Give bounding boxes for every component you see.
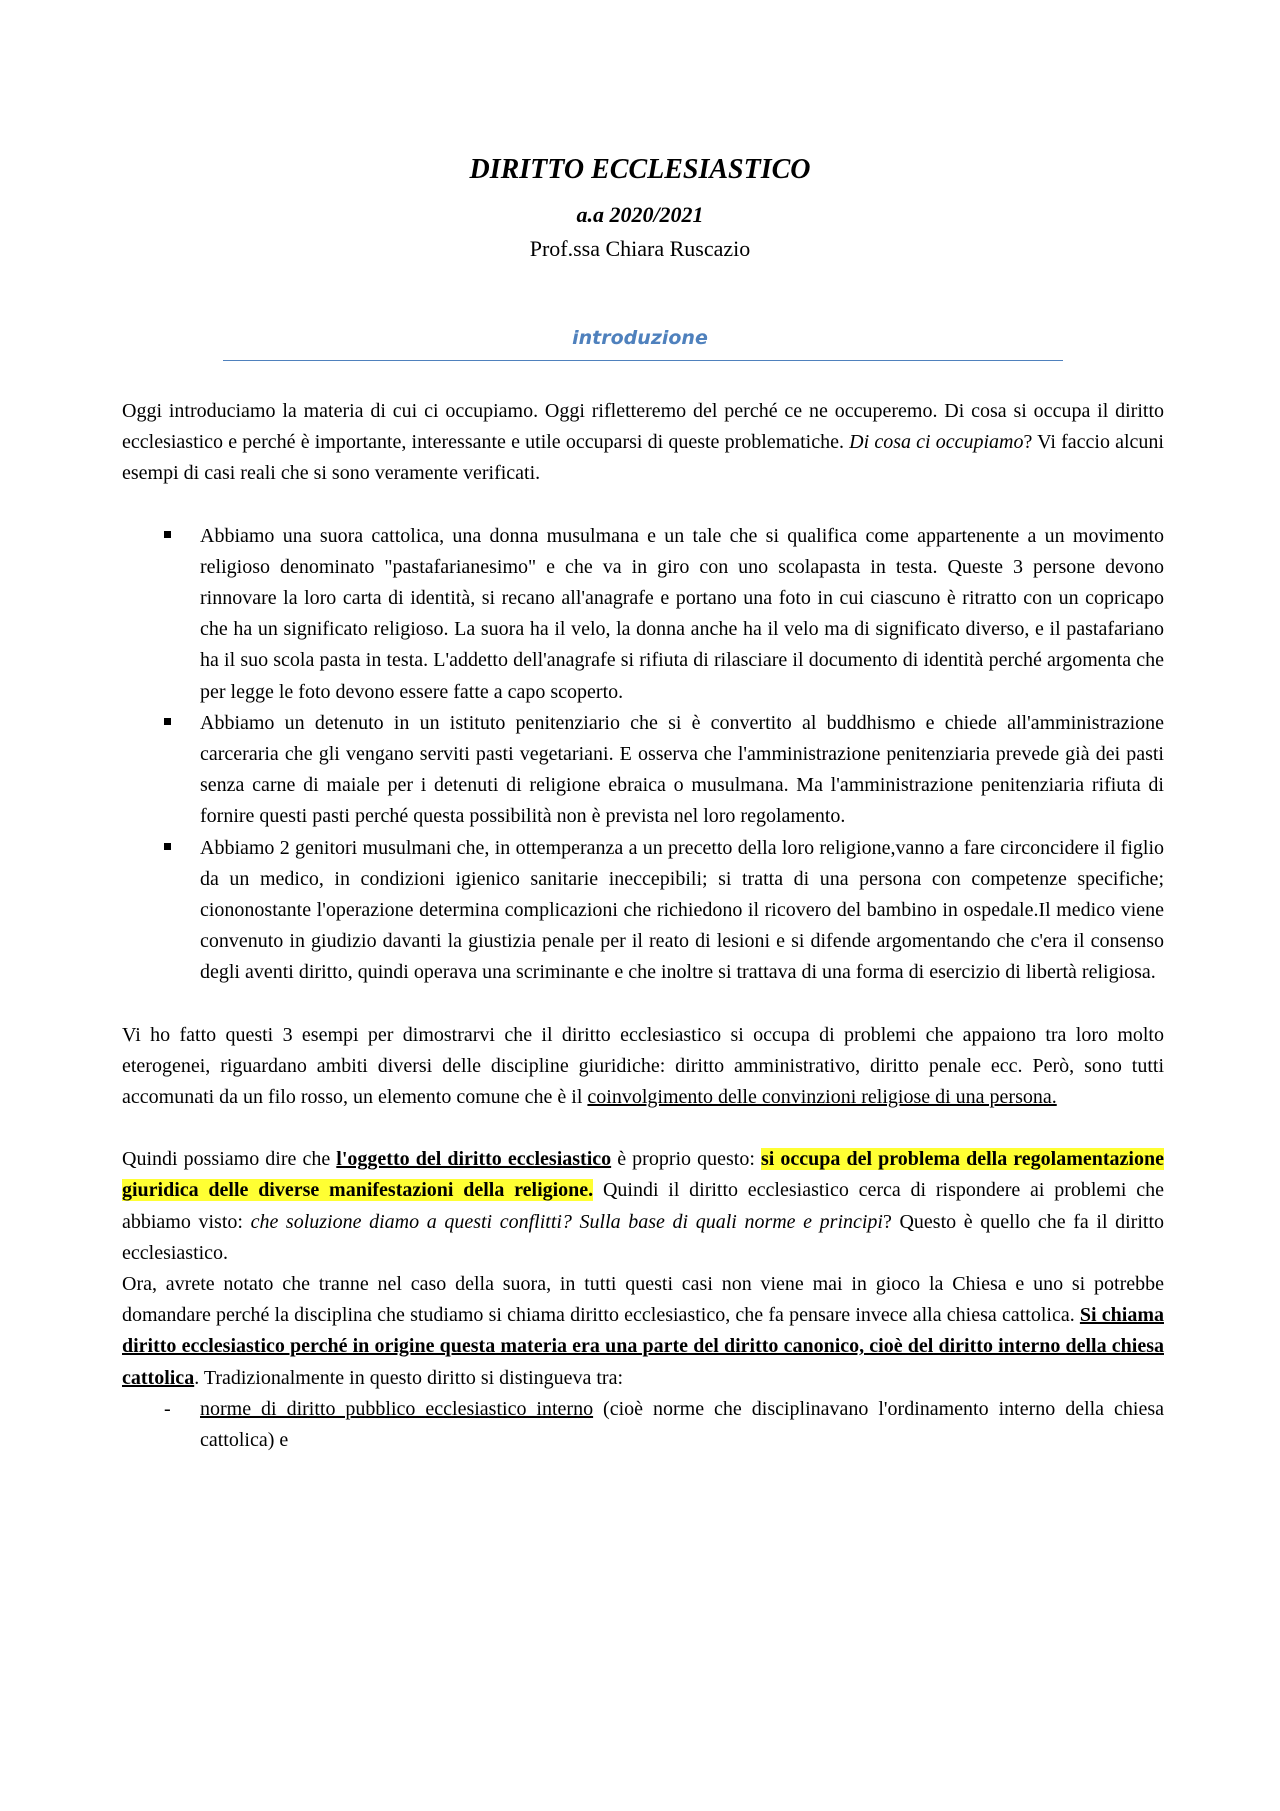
document-body [122, 396, 1164, 1456]
academic-year: a.a 2020/2021 [576, 202, 704, 227]
intro-question: Di cosa ci occupiamo [849, 431, 1024, 454]
square-bullet-icon [164, 531, 171, 538]
section-divider [223, 360, 1063, 361]
highlighted-definition: si occupa del problema della regolamentazione giuridica delle diverse manifestazioni della religione. [122, 1148, 1164, 1202]
document-title: DIRITTO ECCLESIASTICO [469, 154, 811, 185]
list-item: Abbiamo una suora cattolica, una donna musulmana e un tale che si qualifica come appartenente a un movimento religioso denominato "pastafarianesimo" e che va in giro con uno scolapasta in testa. Queste 3 persone devono rinnovare la loro carta di identità, si recano all'anagrafe e portano una foto in cui ciascuno è ritratto con un copricapo che ha un significato religioso. La suora ha il velo, la donna anche ha il velo ma di significato diverso, e il pastafariano ha il suo scola pasta in testa. L'addetto dell'anagrafe si rifiuta di rilasciare il documento di identità perché argomenta che per legge le foto devono essere fatte a capo scoperto. [122, 521, 1164, 708]
list-item: - norme di diritto pubblico ecclesiastico interno (cioè norme che disciplinavano l'ordinamento interno della chiesa cattolica) e [122, 1394, 1164, 1456]
underlined-phrase: coinvolgimento delle convinzioni religiose di una persona. [587, 1086, 1057, 1109]
distinction-list [122, 1394, 1164, 1456]
summary-paragraph: Vi ho fatto questi 3 esempi per dimostrarvi che il diritto ecclesiastico si occupa di problemi che appaiono tra loro molto eterogenei, riguardano ambiti diversi delle discipline giuridiche: diritto amministrativo, diritto penale ecc. Però, sono tutti accomunati da un filo rosso, un elemento comune che è il coinvolgimento delle convinzioni religiose di una persona. [122, 1023, 1164, 1109]
list-item: Abbiamo 2 genitori musulmani che, in ottemperanza a un precetto della loro religione,vanno a fare circoncidere il figlio da un medico, in condizioni igienico sanitarie ineccepibili; si tratta di una persona con competenze specifiche; ciononostante l'operazione determina complicazioni che richiedono il ricovero del bambino in ospedale.Il medico viene convenuto in giudizio davanti la giustizia penale per il reato di lesioni e si difende argomentando che c'era il consenso degli aventi diritto, quindi operava una scriminante e che inoltre si trattava di una forma di esercizio di libertà religiosa. [122, 833, 1164, 989]
origin-paragraph: Ora, avrete notato che tranne nel caso della suora, in tutti questi casi non viene mai in gioco la Chiesa e uno si potrebbe domandare perché la disciplina che studiamo si chiama diritto ecclesiastico, che fa pensare invece alla chiesa cattolica. Si chiama diritto ecclesiastico perché in origine questa materia era una parte del diritto canonico, cioè del diritto interno della chiesa cattolica. Tradizionalmente in questo diritto si distingueva tra: [122, 1273, 1164, 1389]
professor-name: Prof.ssa Chiara Ruscazio [529, 236, 751, 261]
dash-bullet: - [164, 1397, 171, 1420]
examples-list [122, 521, 1164, 989]
object-paragraph: Quindi possiamo dire che l'oggetto del diritto ecclesiastico è proprio questo: si occupa del problema della regolamentazione giuridica delle diverse manifestazioni della religione. Quindi il diritto ecclesiastico cerca di rispondere ai problemi che abbiamo visto: che soluzione diamo a questi conflitti? Sulla base di quali norme e principi? Questo è quello che fa il diritto ecclesiastico. [122, 1148, 1164, 1264]
list-item: Abbiamo un detenuto in un istituto penitenziario che si è convertito al buddhismo e chiede all'amministrazione carceraria che gli vengano serviti pasti vegetariani. E osserva che l'amministrazione penitenziaria prevede già dei pasti senza carne di maiale per i detenuti di religione ebraica o musulmana. Ma l'amministrazione penitenziaria rifiuta di fornire questi pasti perché questa possibilità non è prevista nel loro regolamento. [122, 708, 1164, 833]
origin-explanation: Si chiama diritto ecclesiastico perché in origine questa materia era una parte del diritto canonico, cioè del diritto interno della chiesa cattolica [122, 1304, 1164, 1389]
square-bullet-icon [164, 843, 171, 850]
object-subject: l'oggetto del diritto ecclesiastico [336, 1148, 612, 1171]
object-questions: che soluzione diamo a questi conflitti? Sulla base di quali norme e principi [250, 1210, 883, 1233]
square-bullet-icon [164, 718, 171, 725]
section-heading: introduzione [572, 327, 708, 349]
intro-paragraph: Oggi introduciamo la materia di cui ci occupiamo. Oggi rifletteremo del perché ce ne occuperemo. Di cosa si occupa il diritto ecclesiastico e perché è importante, interessante e utile occuparsi di queste problematiche. Di cosa ci occupiamo? Vi faccio alcuni esempi di casi reali che si sono veramente verificati. [122, 400, 1164, 485]
